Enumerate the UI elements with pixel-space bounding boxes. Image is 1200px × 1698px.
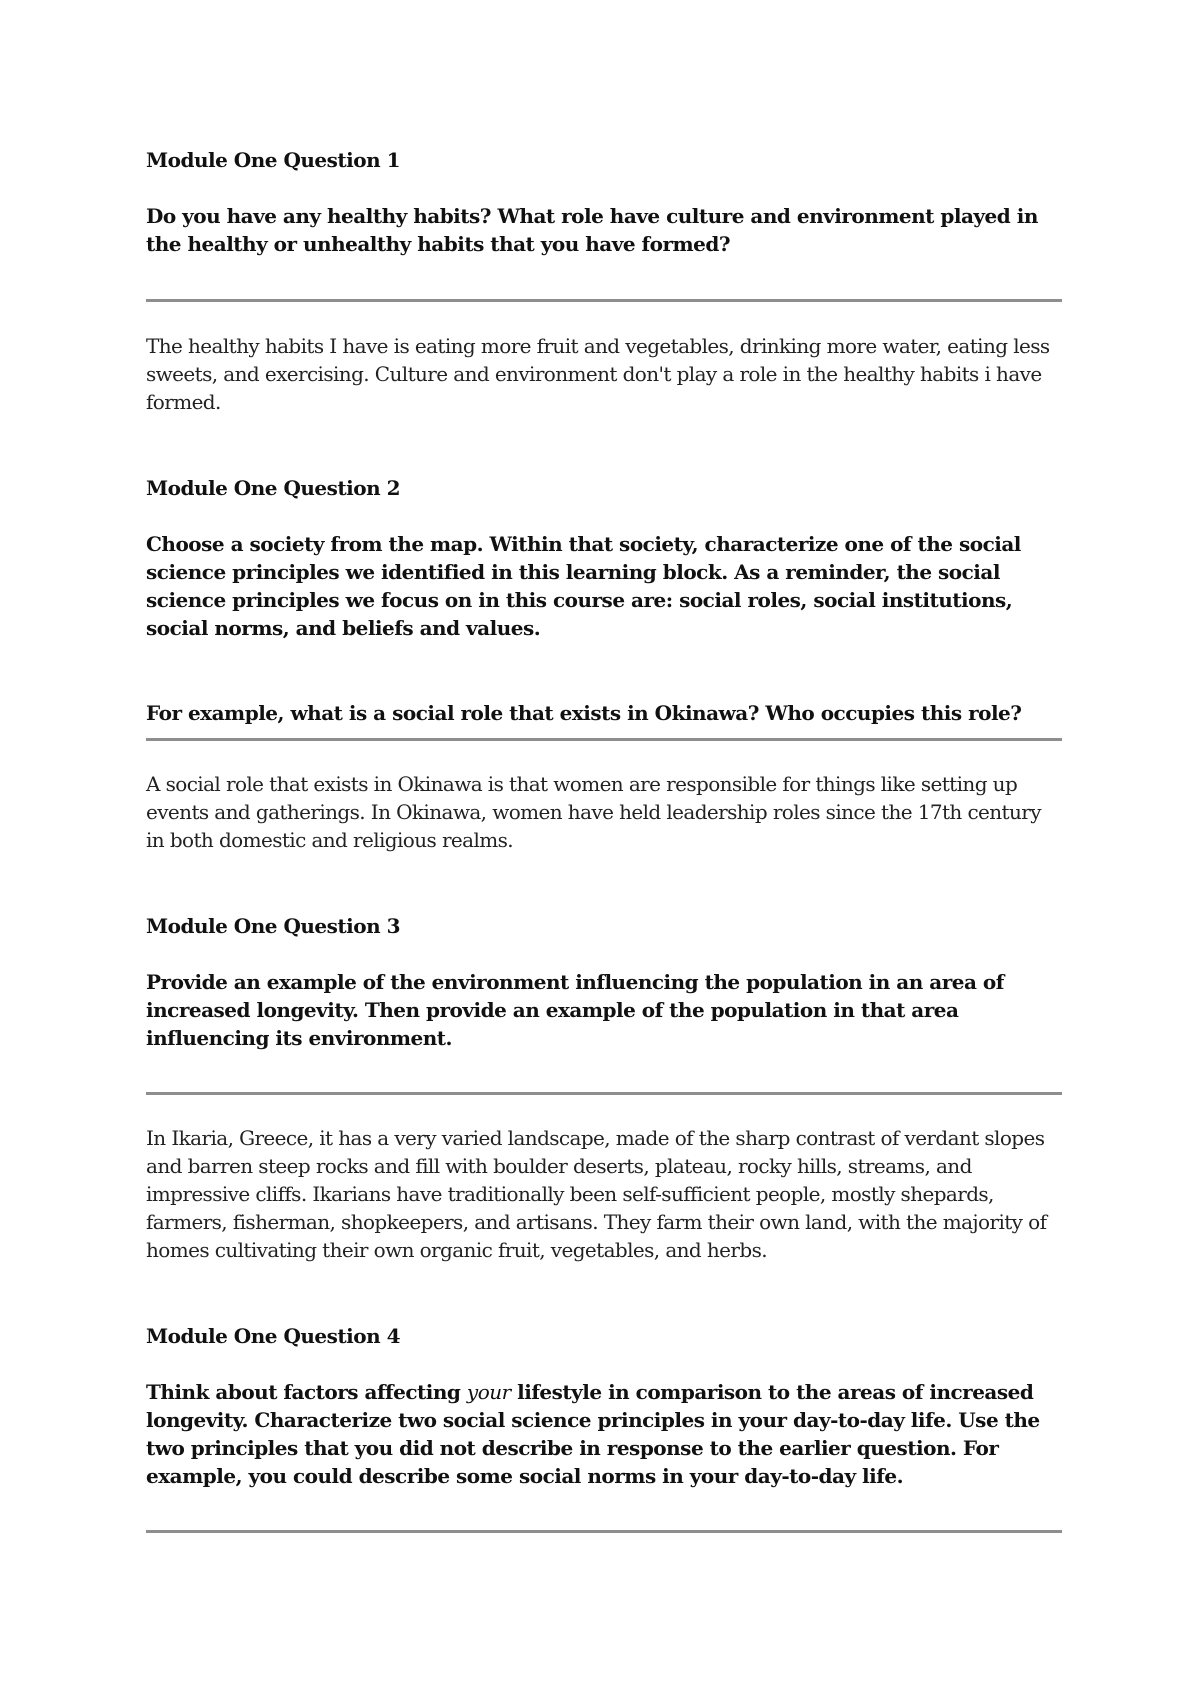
- question-2-answer: A social role that exists in Okinawa is that women are responsible for things like setting up events and gatherings. In Okinawa, women have held leadership roles since the 17th century in both domestic and religious realms.: [146, 772, 1041, 852]
- question-2-example: For example, what is a social role that exists in Okinawa? Who occupies this role?: [146, 701, 1022, 725]
- question-4-prompt: [146, 1378, 1062, 1490]
- question-2-heading: Module One Question 2: [146, 476, 400, 500]
- question-4-heading: Module One Question 4: [146, 1324, 400, 1348]
- question-2-prompt: Choose a society from the map. Within that society, characterize one of the social science principles we identified in this learning block. As a reminder, the social science principles we focus on in this course are: social roles, social institutions, social norms, and beliefs and values.: [146, 532, 1021, 640]
- question-3-answer: In Ikaria, Greece, it has a very varied landscape, made of the sharp contrast of verdant slopes and barren steep rocks and fill with boulder deserts, plateau, rocky hills, streams, and impressive cliffs. Ikarians have traditionally been self-sufficient people, mostly shepards, farmers, fisherman, shopkeepers, and artisans. They farm their own land, with the majority of homes cultivating their own organic fruit, vegetables, and herbs.: [146, 1126, 1047, 1262]
- question-1-heading: Module One Question 1: [146, 148, 400, 172]
- question-3-heading: Module One Question 3: [146, 914, 400, 938]
- answer-4-divider: [146, 1530, 1062, 1533]
- question-4-prompt-end: lifestyle in comparison to the areas of increased longevity. Characterize two social science principles in your day-to-day life. Use the two principles that you did not describe in response to the earlier question. For example, you could describe some social norms in your day-to-day life.: [146, 1380, 1040, 1488]
- document-page: [146, 0, 1062, 1698]
- question-4-prompt-emphasis: your: [466, 1380, 511, 1404]
- question-4-prompt-start: Think about factors affecting: [146, 1380, 467, 1404]
- question-3-prompt: Provide an example of the environment influencing the population in an area of increased longevity. Then provide an example of the population in that area influencing its environment.: [146, 970, 1004, 1050]
- question-1-prompt: Do you have any healthy habits? What role have culture and environment played in the healthy or unhealthy habits that you have formed?: [146, 204, 1038, 256]
- question-1-answer: The healthy habits I have is eating more fruit and vegetables, drinking more water, eating less sweets, and exercising. Culture and environment don't play a role in the healthy habits i have formed.: [146, 334, 1050, 414]
- answer-1-divider: [146, 299, 1062, 302]
- answer-2-divider: [146, 738, 1062, 741]
- answer-3-divider: [146, 1092, 1062, 1095]
